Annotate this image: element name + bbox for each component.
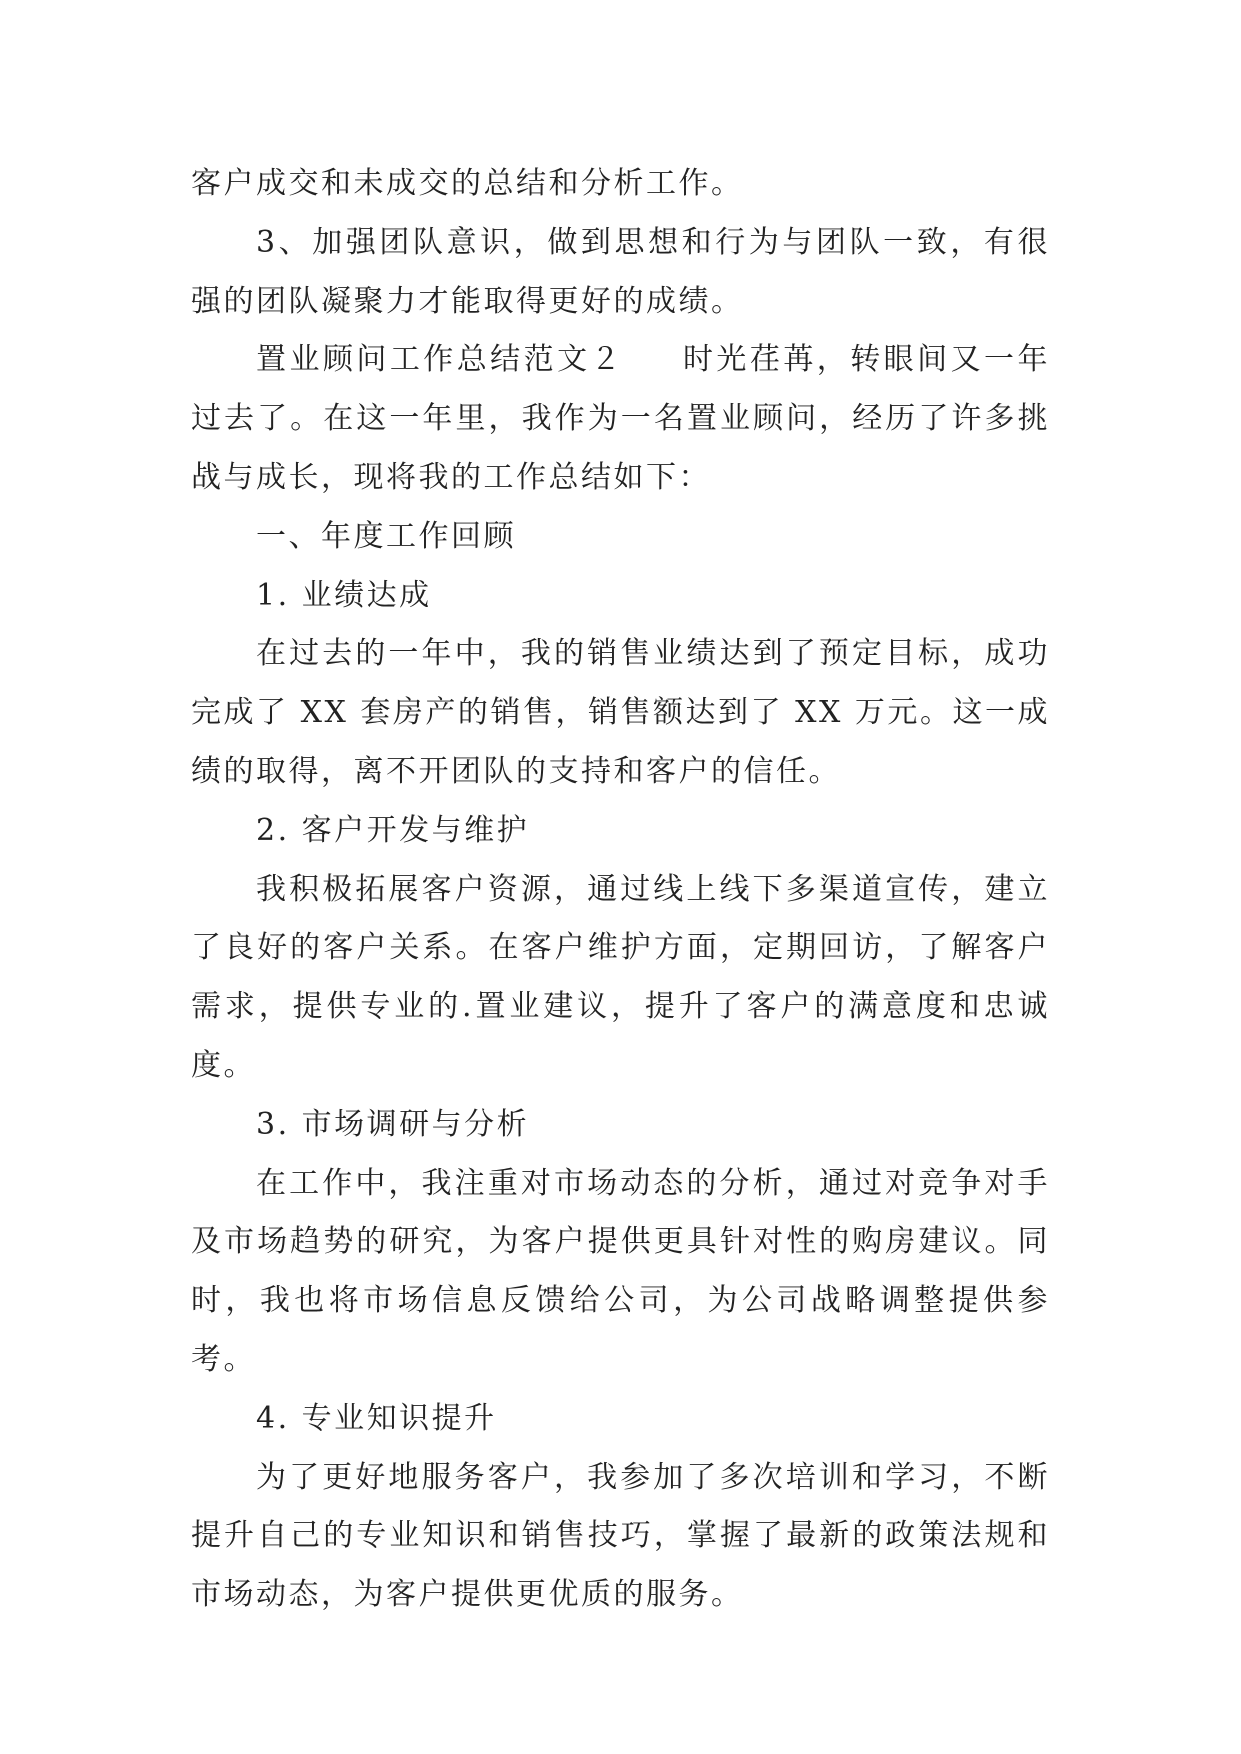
section-title: 置业顾问工作总结范文２ xyxy=(256,342,624,378)
paragraph: 客户成交和未成交的总结和分析工作。 xyxy=(191,166,744,201)
paragraph: 3、加强团队意识，做到思想和行为与团队一致，有很强的团队凝聚力才能取得更好的成绩。 xyxy=(191,224,1050,319)
paragraph: 为了更好地服务客户，我参加了多次培训和学习，不断提升自己的专业知识和销售技巧，掌握了最新的政策法规和市场动态，为客户提供更优质的服务。 xyxy=(191,1459,1050,1613)
paragraph: 我积极拓展客户资源，通过线上线下多渠道宣传，建立了良好的客户关系。在客户维护方面，定期回访，了解客户需求，提供专业的.置业建议，提升了客户的满意度和忠诚度。 xyxy=(191,871,1050,1083)
section-heading: 一、年度工作回顾 xyxy=(256,518,516,554)
paragraph: 在过去的一年中，我的销售业绩达到了预定目标，成功完成了 XX 套房产的销售，销售额达到了 XX 万元。这一成绩的取得，离不开团队的支持和客户的信任。 xyxy=(191,636,1050,789)
subsection-heading: 4. 专业知识提升 xyxy=(256,1400,497,1436)
subsection-heading: 2. 客户开发与维护 xyxy=(256,812,530,848)
subsection-heading: 3. 市场调研与分析 xyxy=(256,1106,530,1142)
paragraph xyxy=(191,331,1050,507)
subsection-heading: 1. 业绩达成 xyxy=(256,577,432,613)
document-body xyxy=(191,155,1050,1625)
paragraph-text: 时光荏苒，转眼间又一年过去了。在这一年里，我作为一名置业顾问，经历了许多挑战与成长，现将我的工作总结如下： xyxy=(191,342,1050,495)
paragraph: 在工作中，我注重对市场动态的分析，通过对竞争对手及市场趋势的研究，为客户提供更具针对性的购房建议。同时，我也将市场信息反馈给公司，为公司战略调整提供参考。 xyxy=(191,1165,1050,1377)
